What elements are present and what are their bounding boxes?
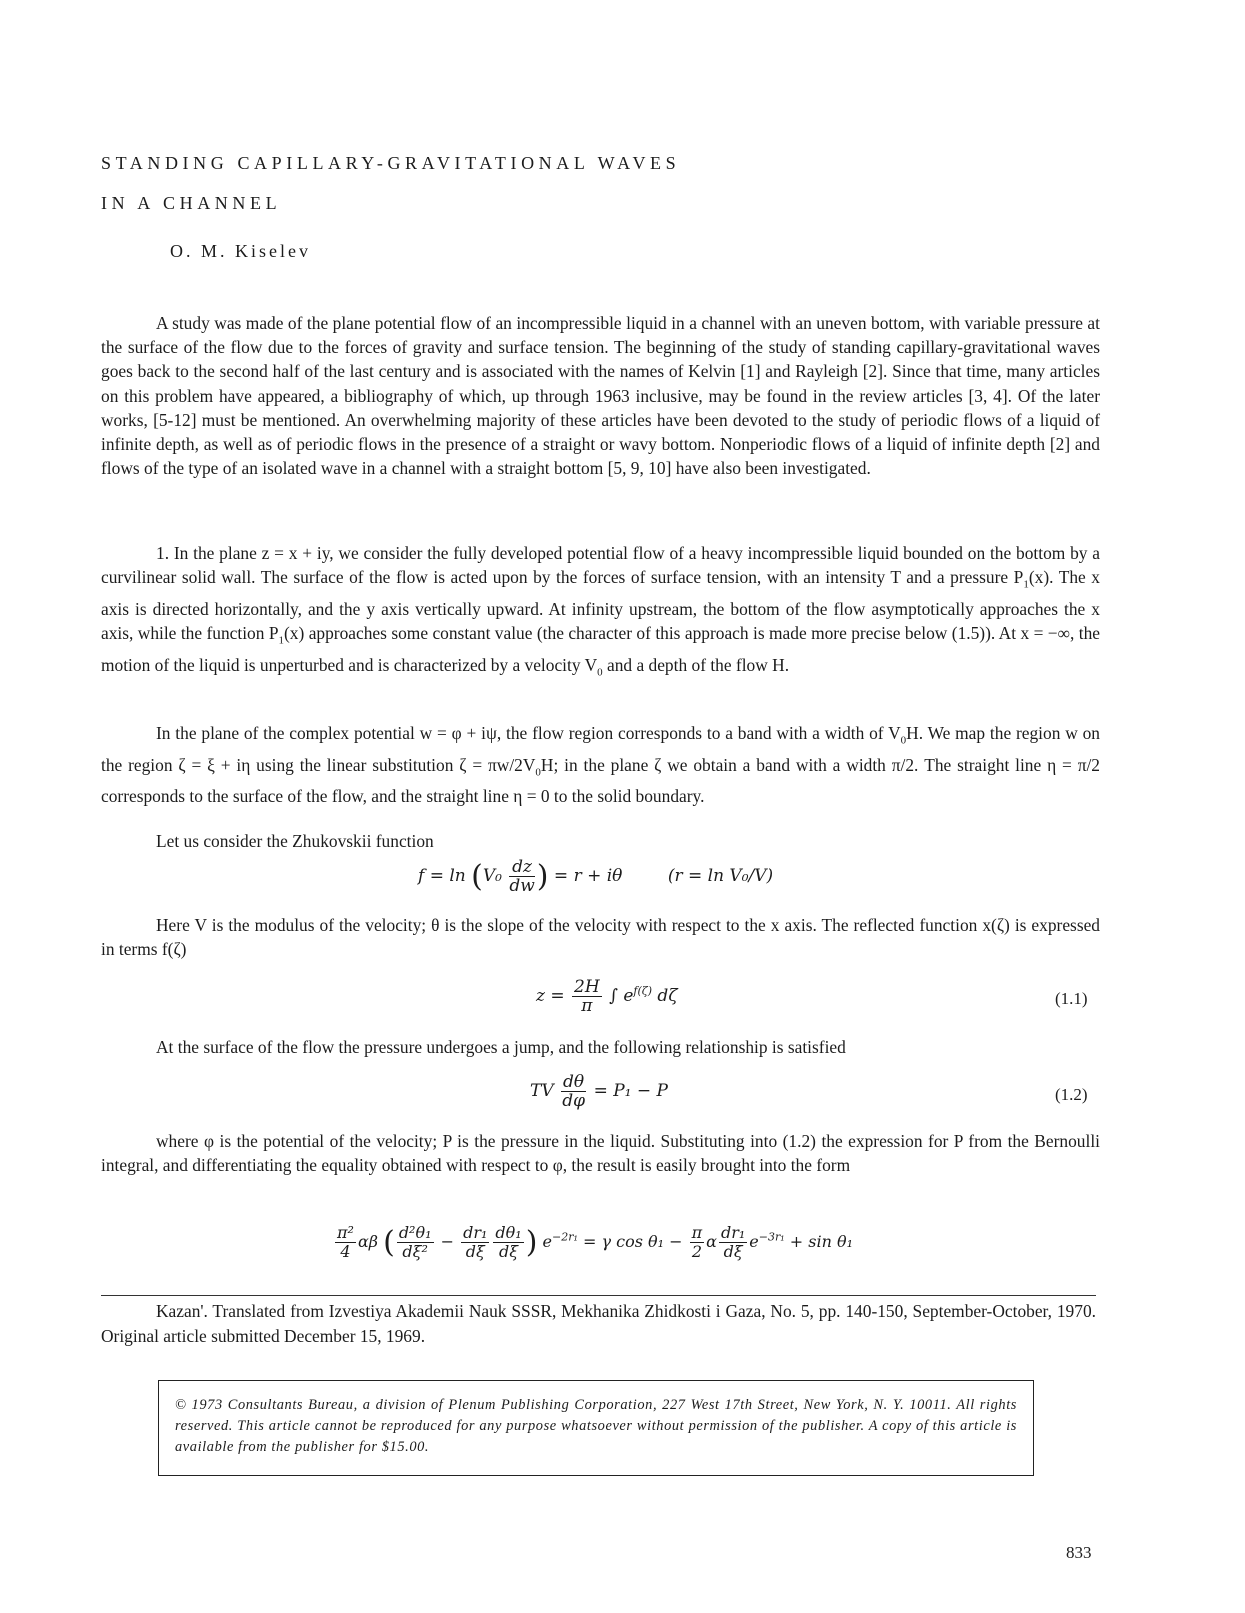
equation-1-2-label: (1.2)	[1055, 1085, 1088, 1104]
section-1-paragraph-1: 1. In the plane z = x + iy, we consider the fully developed potential flow of a heavy incompressible liquid bounded on the bottom by a curvilinear solid wall. The surface of the flow is acted upon by the forces of surface tension, with an intensity T and a pressure $P_1(x)$. The x axis is directed horizontally, and the y axis vertically upward. At infinity upstream, the bottom of the flow asymptotically approaches the x axis, while the function $P_1(x)$ approaches some constant value (the character of this approach is made more precise below (1.5)). At x = −∞, the motion of the liquid is unperturbed and is characterized by a velocity $V_0$ and a depth of the flow H.	[101, 543, 1101, 679]
equation-1-3: $\frac{\text{π²}}{4}$ αβ ( $\frac{\text{d²θ₁}}{\text{dξ²}}$ − $\frac{\text{dr₁}}{d\xi}$ $\frac{\text{dθ₁}}{d\xi}$ ) $e^{-2r_1} = \gamma$ cos θ₁ − $\frac{\pi}{2}$ α $\frac{\text{dr₁}}{d\xi}$ $e^{-3r_1} + \sin \theta_1$	[337, 1223, 854, 1261]
section-1-paragraph-3: Let us consider the Zhukovskii function	[156, 831, 434, 851]
section-1-paragraph-4: Here V is the modulus of the velocity; θ is the slope of the velocity with respect to the x axis. The reflected function x(ζ) is expressed in terms f(ζ)	[101, 915, 1100, 960]
footnote: Kazan'. Translated from Izvestiya Akademii Nauk SSSR, Mekhanika Zhidkosti i Gaza, No. 5, pp. 140-150, September-October, 1970. Original article submitted December 15, 1969.	[101, 1301, 1096, 1346]
equation-zhukovskii: f = ln (V₀ $\frac{dz}{dw}$ ) = r + iθ (r = ln V₀/V)	[418, 857, 774, 896]
copyright-box	[158, 1380, 1034, 1476]
author: O. M. Kiselev	[170, 241, 311, 261]
title-line-2: IN A CHANNEL	[101, 193, 282, 213]
footnote-divider	[101, 1295, 1096, 1296]
title-line-1: STANDING CAPILLARY-GRAVITATIONAL WAVES	[101, 153, 681, 173]
section-1-paragraph-5: At the surface of the flow the pressure undergoes a jump, and the following relationship is satisfied	[156, 1037, 846, 1057]
equation-1-1: z = $\frac{2H}{\pi}$ ∫ $e^{f(\zeta)}$ dζ	[536, 977, 678, 1016]
page-number: 833	[1066, 1543, 1092, 1562]
section-1-paragraph-6: where φ is the potential of the velocity; P is the pressure in the liquid. Substituting into (1.2) the expression for P from the Bernoulli integral, and differentiating the equality obtained with respect to φ, the result is easily brought into the form	[101, 1131, 1100, 1176]
equation-1-1-label: (1.1)	[1055, 989, 1088, 1008]
abstract: A study was made of the plane potential flow of an incompressible liquid in a channel with an uneven bottom, with variable pressure at the surface of the flow due to the forces of gravity and surface tension. The beginning of the study of standing capillary-gravitational waves goes back to the second half of the last century and is associated with the names of Kelvin [1] and Rayleigh [2]. Since that time, many articles on this problem have appeared, a bibliography of which, up through 1963 inclusive, may be found in the review articles [3, 4]. Of the later works, [5-12] must be mentioned. An overwhelming majority of these articles have been devoted to the study of periodic flows of a liquid of infinite depth, as well as of periodic flows in the presence of a straight or wavy bottom. Nonperiodic flows of a liquid of infinite depth [2] and flows of the type of an isolated wave in a channel with a straight bottom [5, 9, 10] have also been investigated.	[101, 313, 1100, 479]
equation-1-2: TV $\frac{d\theta}{d\varphi}$ = P₁ − P	[530, 1072, 668, 1111]
copyright-text: © 1973 Consultants Bureau, a division of Plenum Publishing Corporation, 227 West 17th Street, New York, N. Y. 10011. All rights reserved. This article cannot be reproduced for any purpose whatsoever without permission of the publisher. A copy of this article is available from the publisher for $15.00.	[175, 1397, 1017, 1455]
section-1-paragraph-2: In the plane of the complex potential w = φ + iψ, the flow region corresponds to a band with a width of $V_0H$. We map the region w on the region ζ = ξ + iη using the linear substitution $\zeta = \pi w/2V_0H$; in the plane ζ we obtain a band with a width π/2. The straight line η = π/2 corresponds to the surface of the flow, and the straight line η = 0 to the solid boundary.	[101, 723, 1101, 807]
